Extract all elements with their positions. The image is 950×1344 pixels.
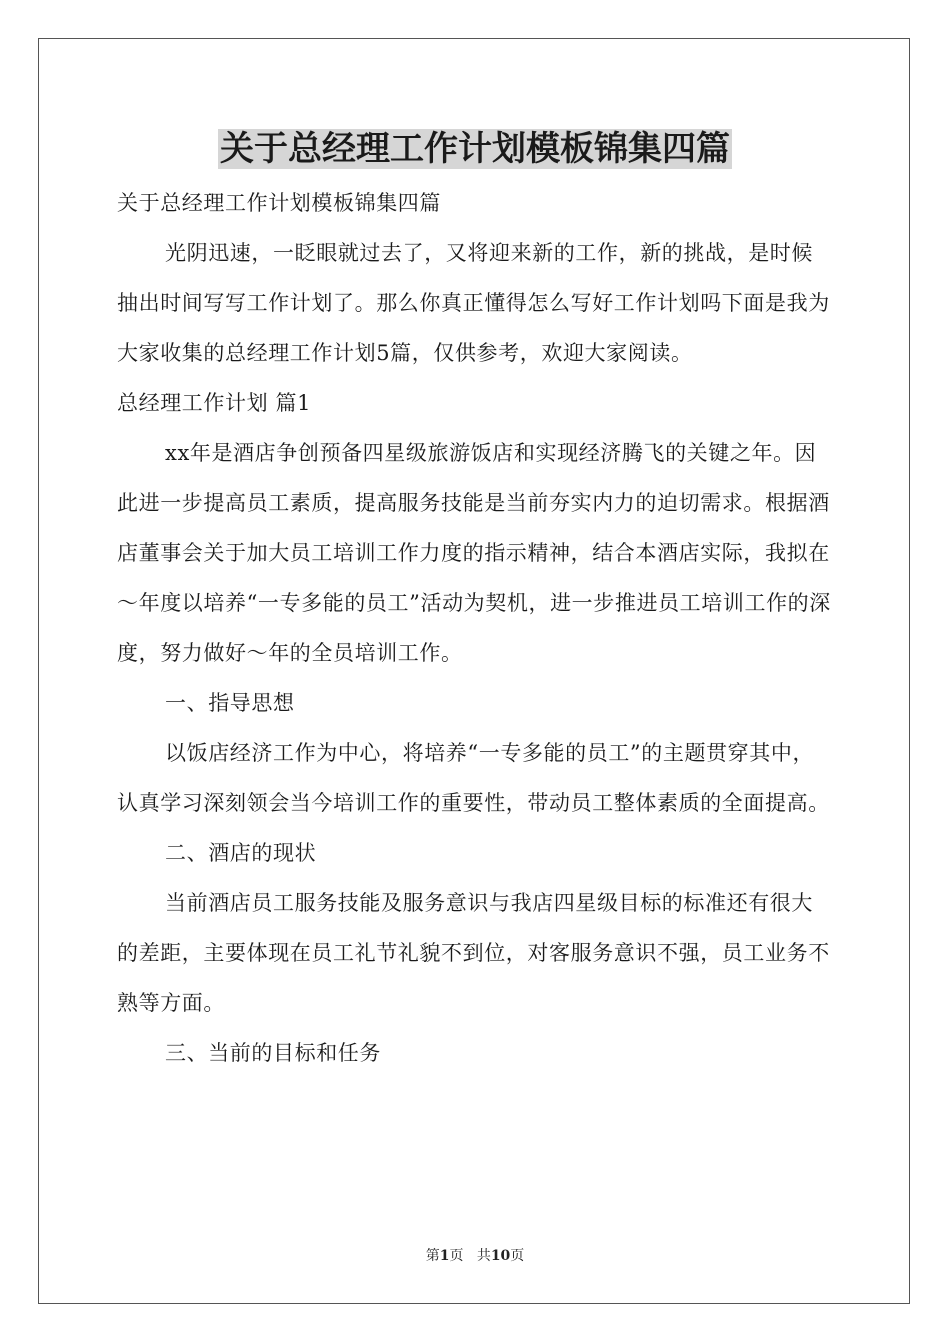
total-unit: 页 [510, 1248, 525, 1264]
paragraph: 关于总经理工作计划模板锦集四篇 [117, 191, 441, 215]
paragraph: 当前酒店员工服务技能及服务意识与我店四星级目标的标准还有很大的差距，主要体现在员工礼节礼貌不到位，对客服务意识不强，员工业务不熟等方面。 [117, 891, 830, 1015]
paragraph: 以饭店经济工作为中心，将培养“一专多能的员工”的主题贯穿其中，认真学习深刻领会当今培训工作的重要性，带动员工整体素质的全面提高。 [117, 741, 830, 815]
page-footer [0, 1246, 950, 1266]
paragraph: 光阴迅速，一眨眼就过去了，又将迎来新的工作，新的挑战，是时候抽出时间写写工作计划了。那么你真正懂得怎么写好工作计划吗下面是我为大家收集的总经理工作计划5篇，仅供参考，欢迎大家阅读。 [117, 241, 830, 365]
document-title-text: 关于总经理工作计划模板锦集四篇 [220, 129, 730, 169]
paragraph: 二、酒店的现状 [165, 841, 317, 865]
paragraph: xx年是酒店争创预备四星级旅游饭店和实现经济腾飞的关键之年。因此进一步提高员工素质，提高服务技能是当前夯实内力的迫切需求。根据酒店董事会关于加大员工培训工作力度的指示精神，结合本酒店实际，我拟在～年度以培养“一专多能的员工”活动为契机，进一步推进员工培训工作的深度，努力做好～年的全员培训工作。 [117, 441, 831, 665]
page-total: 10 [490, 1248, 511, 1264]
page-prefix: 第 [425, 1248, 440, 1264]
paragraph: 总经理工作计划 篇1 [117, 391, 312, 415]
total-prefix: 共 [476, 1248, 491, 1264]
paragraph: 一、指导思想 [165, 691, 295, 715]
page-unit: 页 [449, 1248, 464, 1264]
document-title [0, 125, 950, 173]
paragraph: 三、当前的目标和任务 [165, 1041, 381, 1065]
page-current: 1 [439, 1248, 450, 1264]
document-body [117, 178, 833, 1078]
